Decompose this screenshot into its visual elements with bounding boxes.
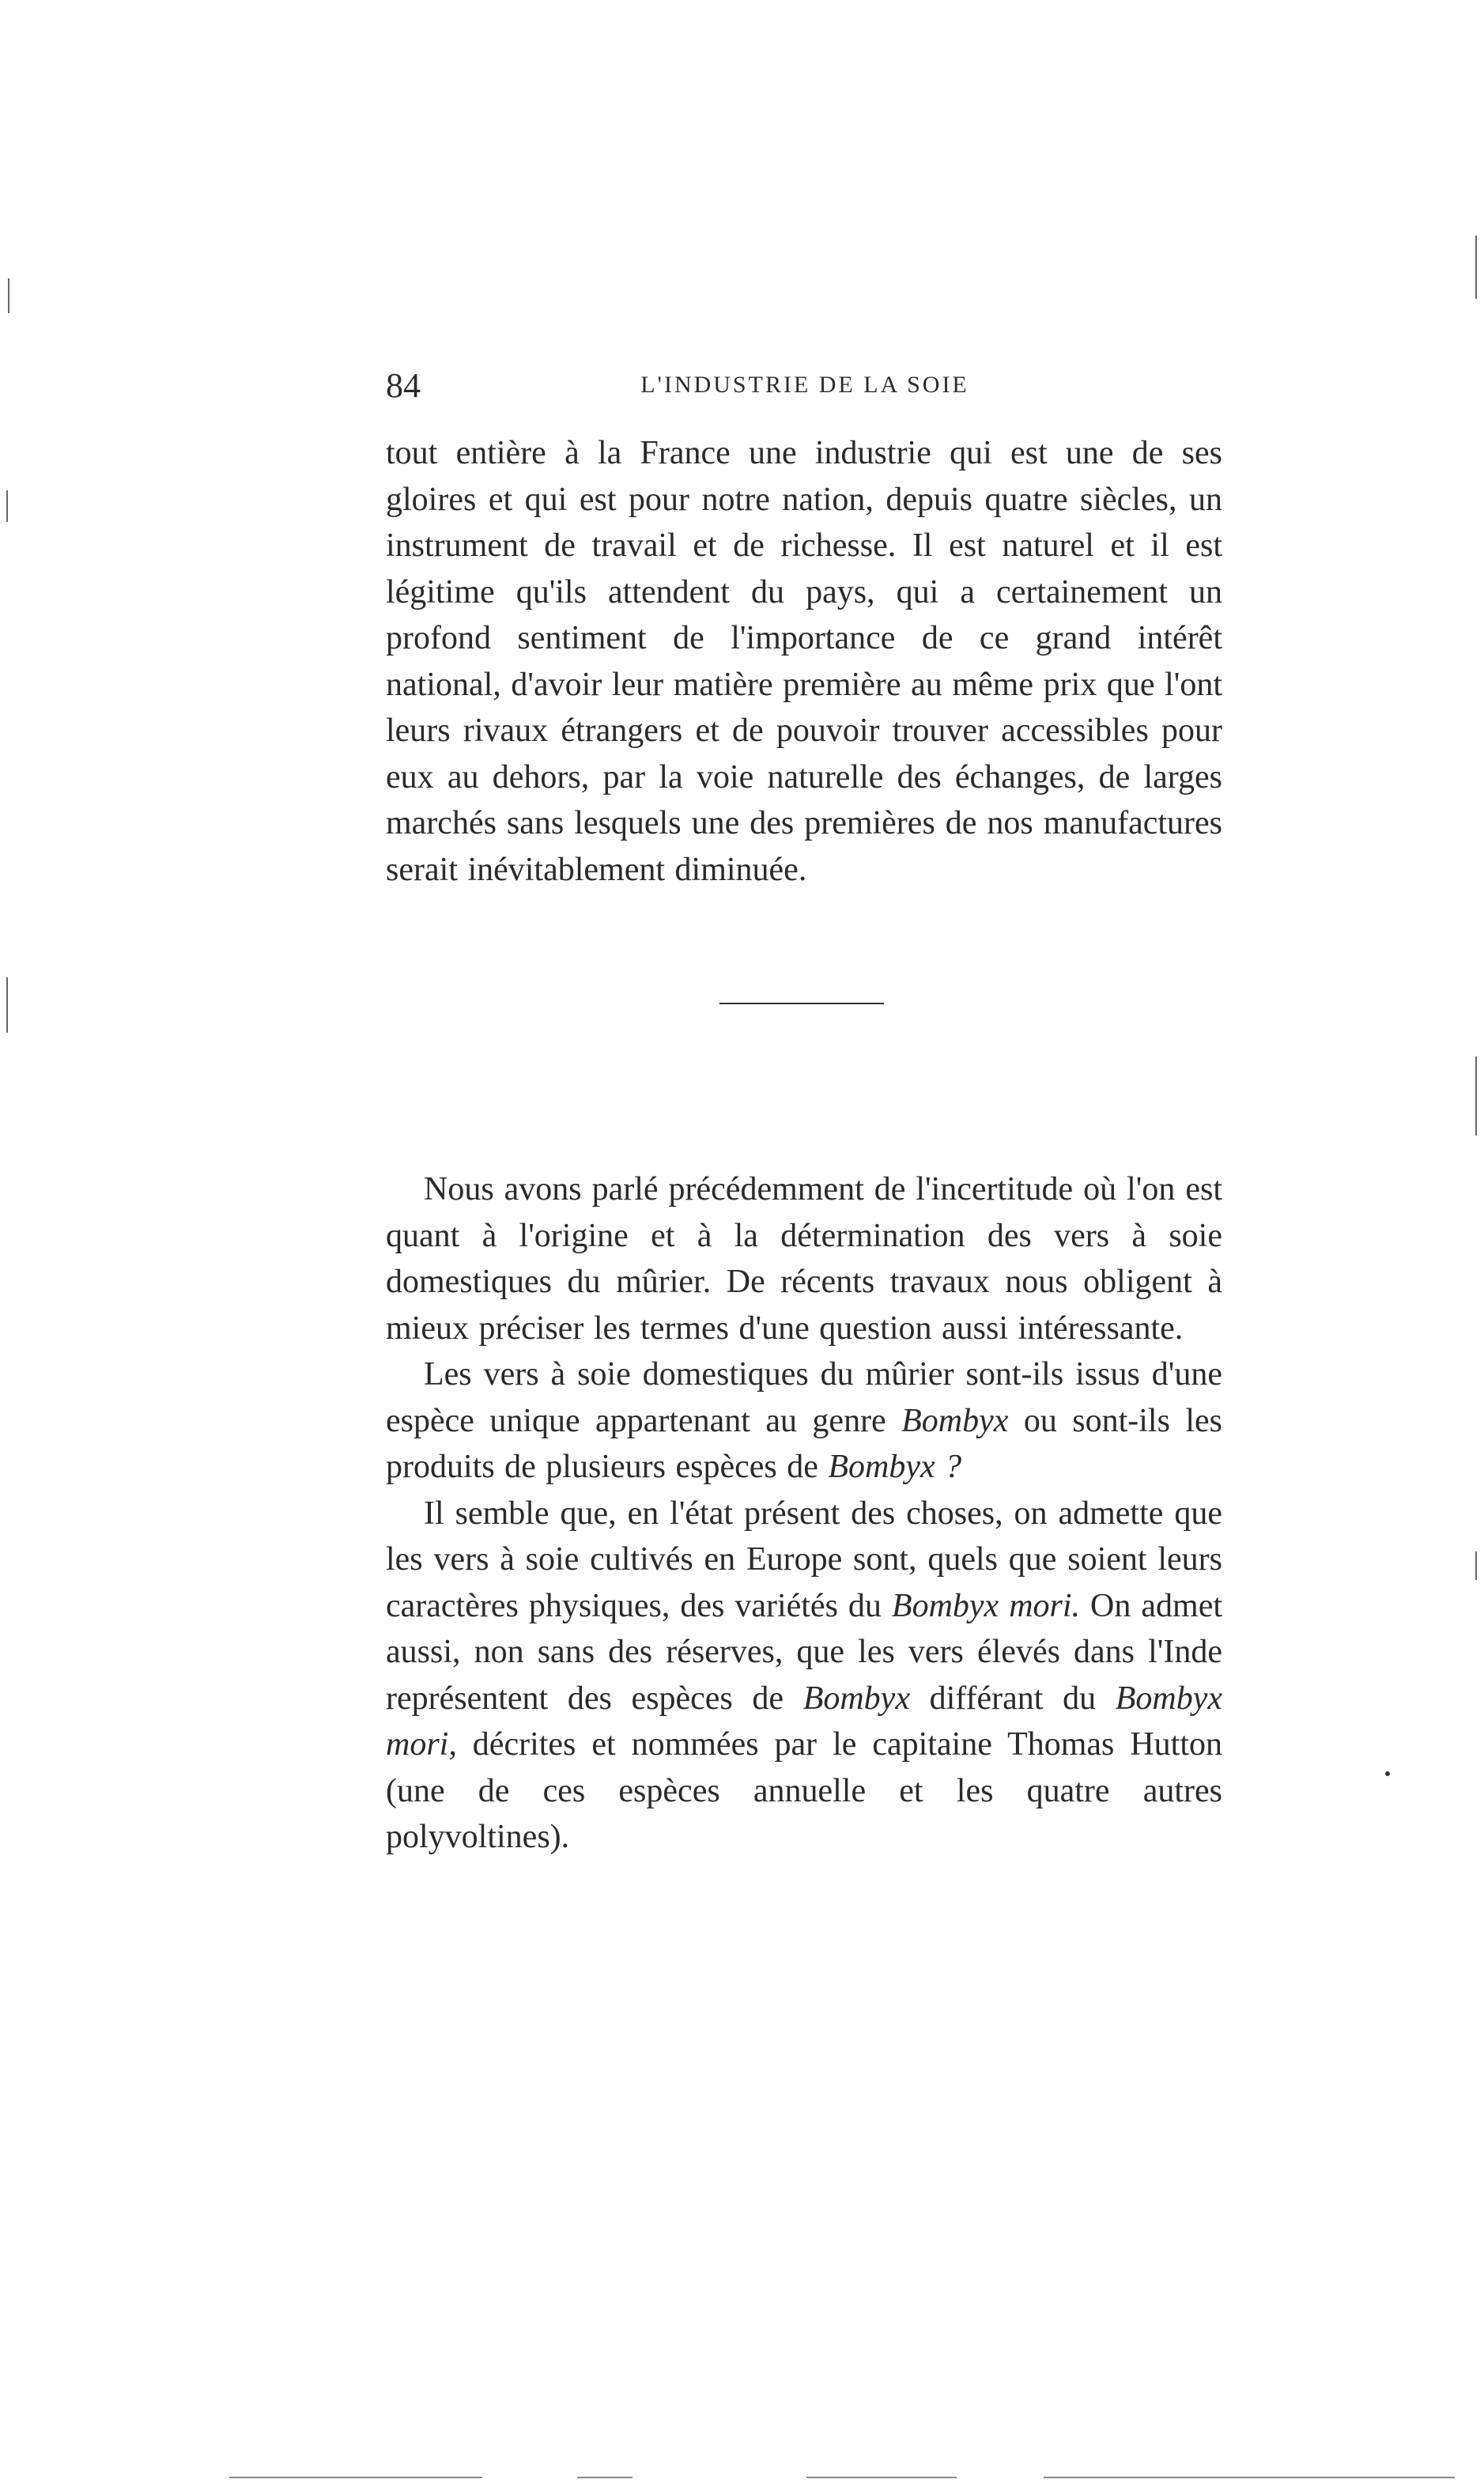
text-run: différant du: [909, 1680, 1116, 1717]
scan-bottom-rule: [1044, 2477, 1455, 2478]
species-name-italic: Bombyx ?: [828, 1449, 962, 1485]
species-name-italic: Bombyx mori,: [386, 1680, 1222, 1763]
species-name-italic: Bombyx mori.: [891, 1587, 1081, 1624]
species-name-italic: Bombyx: [802, 1680, 910, 1717]
ink-speck: [1385, 1771, 1390, 1776]
new-section-block: [386, 1166, 1222, 1861]
scan-bottom-rule: [229, 2477, 482, 2478]
body-paragraph: Nous avons parlé précédemment de l'incertitude où l'on est quant à l'origine et à la détermination des vers à soie domestiques du mûrier. De récents travaux nous obligent à mieux préciser les termes d'une question aussi intéressante.: [386, 1171, 1222, 1347]
text-run: ou sont-ils les produits de plusieurs espèces de: [386, 1402, 1222, 1485]
scan-edge-mark-left: [8, 278, 9, 313]
running-head: [386, 365, 1224, 413]
body-paragraph: [386, 1351, 1222, 1491]
running-title: L'INDUSTRIE DE LA SOIE: [640, 372, 969, 398]
section-separator-rule: [719, 1003, 884, 1004]
continued-paragraph-block: [386, 430, 1222, 893]
scan-edge-mark-left: [6, 977, 8, 1033]
text-run: décrites et nommées par le capitaine Thomas Hutton (une de ces espèces annuelle et les quatre autres polyvoltines).: [386, 1726, 1222, 1855]
scan-bottom-rule: [806, 2477, 957, 2478]
scan-edge-mark-right: [1475, 236, 1477, 299]
page-number: 84: [386, 366, 421, 405]
text-run: Il semble que, en l'état présent des choses, on admette que les vers à soie cultivés en Europe sont, quels que soient leurs caractères physiques, des variétés du: [386, 1495, 1222, 1624]
body-paragraph: [386, 1491, 1222, 1861]
text-run: Les vers à soie domestiques du mûrier sont-ils issus d'une espèce unique appartenant au genre: [386, 1356, 1222, 1439]
scan-edge-mark-right: [1475, 1551, 1477, 1580]
scan-bottom-rule: [577, 2477, 632, 2478]
species-name-italic: Bombyx: [901, 1402, 1009, 1439]
text-run: On admet aussi, non sans des réserves, que les vers élevés dans l'Inde représentent des espèces de: [386, 1587, 1222, 1717]
body-paragraph: tout entière à la France une industrie qui est une de ses gloires et qui est pour notre nation, depuis quatre siècles, un instrument de travail et de richesse. Il est naturel et il est légitime qu'ils attendent du pays, qui a certainement un profond sentiment de l'importance de ce grand intérêt national, d'avoir leur matière première au même prix que l'ont leurs rivaux étrangers et de pouvoir trouver accessibles pour eux au dehors, par la voie naturelle des échanges, de larges marchés sans lesquels une des premières de nos manufactures serait inévitablement diminuée.: [386, 435, 1222, 888]
scan-edge-mark-left: [6, 490, 8, 522]
scan-edge-mark-right: [1475, 1056, 1477, 1136]
